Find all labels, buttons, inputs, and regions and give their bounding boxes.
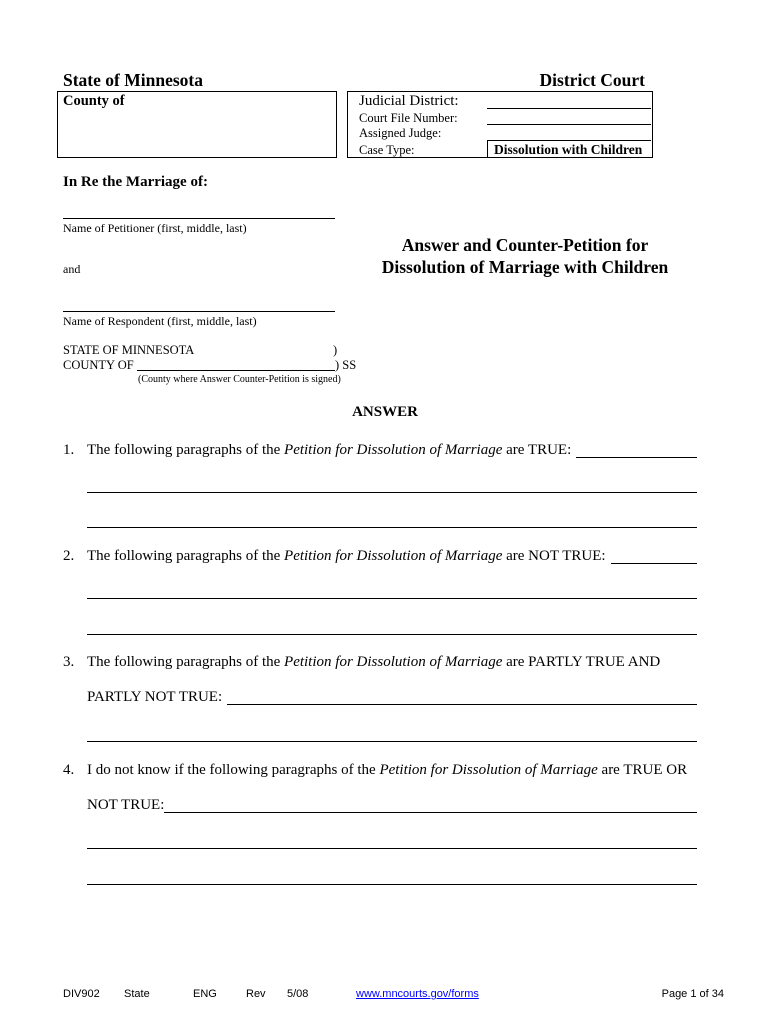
answer-item-4 xyxy=(63,763,697,778)
answer-item-2-line-2[interactable] xyxy=(87,634,697,635)
answer-item-4-petition-title: Petition for Dissolution of Marriage xyxy=(379,762,598,778)
answer-item-3-petition-title: Petition for Dissolution of Marriage xyxy=(284,654,503,670)
answer-item-4-continuation-text: NOT TRUE: xyxy=(87,797,165,813)
in-re-heading: In Re the Marriage of: xyxy=(63,174,208,190)
footer-language: ENG xyxy=(193,988,217,1000)
answer-item-2-petition-title: Petition for Dissolution of Marriage xyxy=(284,548,503,564)
answer-item-2-text-before: The following paragraphs of the xyxy=(87,548,285,564)
answer-item-1-number: 1. xyxy=(63,442,75,458)
answer-item-1-line-1[interactable] xyxy=(87,492,697,493)
answer-item-3-number: 3. xyxy=(63,654,75,670)
petitioner-name-field[interactable] xyxy=(63,218,335,219)
answer-item-4-text-before: I do not know if the following paragraphs of the xyxy=(87,762,380,778)
answer-item-3-inline-field[interactable] xyxy=(227,690,697,705)
state-heading: State of Minnesota xyxy=(63,70,203,90)
and-label: and xyxy=(63,262,81,276)
court-heading: District Court xyxy=(539,70,645,90)
document-title-line-2: Dissolution of Marriage with Children xyxy=(381,257,669,277)
footer-form-id: DIV902 xyxy=(63,988,100,1000)
answer-item-4-line-2[interactable] xyxy=(87,884,697,885)
venue-state-paren: ) xyxy=(333,342,338,357)
footer-forms-link[interactable]: www.mncourts.gov/forms xyxy=(356,988,479,1000)
respondent-name-field[interactable] xyxy=(63,311,335,312)
venue-state: STATE OF MINNESOTA xyxy=(63,342,195,357)
answer-item-2-text-after: are NOT TRUE: xyxy=(502,548,606,564)
answer-item-3-text-before: The following paragraphs of the xyxy=(87,654,285,670)
answer-item-2-inline-field[interactable] xyxy=(611,549,697,564)
answer-item-1-text-after: are TRUE: xyxy=(502,442,572,458)
assigned-judge-field[interactable] xyxy=(487,140,651,141)
answer-item-2-text xyxy=(87,549,606,564)
footer-rev-date: 5/08 xyxy=(287,988,309,1000)
answer-item-4-text-after: are TRUE OR xyxy=(597,762,688,778)
answer-item-2-line-1[interactable] xyxy=(87,598,697,599)
assigned-judge-label: Assigned Judge: xyxy=(359,125,442,140)
answer-item-4-text xyxy=(87,763,687,778)
answer-item-1-text-before: The following paragraphs of the xyxy=(87,442,285,458)
venue-ss: ) SS xyxy=(335,357,357,372)
answer-item-3-continuation-text: PARTLY NOT TRUE: xyxy=(87,689,223,705)
answer-item-2 xyxy=(63,549,697,564)
answer-item-1-text xyxy=(87,443,571,458)
answer-item-3-line-1[interactable] xyxy=(87,741,697,742)
court-file-number-field[interactable] xyxy=(487,124,651,125)
answer-item-3-continuation xyxy=(87,690,697,705)
answer-item-1-inline-field[interactable] xyxy=(576,443,697,458)
document-title-line-1: Answer and Counter-Petition for xyxy=(401,235,649,255)
answer-item-1-line-2[interactable] xyxy=(87,527,697,528)
answer-item-4-line-1[interactable] xyxy=(87,848,697,849)
answer-item-3 xyxy=(63,655,697,670)
answer-item-4-number: 4. xyxy=(63,762,75,778)
footer-jurisdiction: State xyxy=(124,988,150,1000)
footer-rev-label: Rev xyxy=(246,988,266,1000)
answer-item-3-text xyxy=(87,655,660,670)
case-type-label: Case Type: xyxy=(359,142,415,157)
court-file-number-label: Court File Number: xyxy=(359,110,458,125)
venue-county-field[interactable] xyxy=(137,370,335,371)
answer-item-4-continuation xyxy=(87,798,697,813)
judicial-district-label: Judicial District: xyxy=(359,93,459,109)
answer-item-4-inline-field[interactable] xyxy=(164,798,697,813)
venue-county-label: COUNTY OF xyxy=(63,357,134,372)
answer-item-1 xyxy=(63,443,697,458)
answer-item-3-text-after: are PARTLY TRUE AND xyxy=(502,654,661,670)
footer-page-number: Page 1 of 34 xyxy=(661,988,724,1000)
answer-heading: ANSWER xyxy=(352,404,418,420)
venue-county-note: (County where Answer Counter-Petition is signed) xyxy=(138,373,341,385)
respondent-caption: Name of Respondent (first, middle, last) xyxy=(63,314,257,328)
case-type-cell-border xyxy=(487,140,488,157)
judicial-district-field[interactable] xyxy=(487,108,651,109)
petitioner-caption: Name of Petitioner (first, middle, last) xyxy=(63,221,247,235)
case-type-value: Dissolution with Children xyxy=(494,142,643,157)
answer-item-1-petition-title: Petition for Dissolution of Marriage xyxy=(284,442,503,458)
answer-item-2-number: 2. xyxy=(63,548,75,564)
county-label: County of xyxy=(63,93,125,109)
